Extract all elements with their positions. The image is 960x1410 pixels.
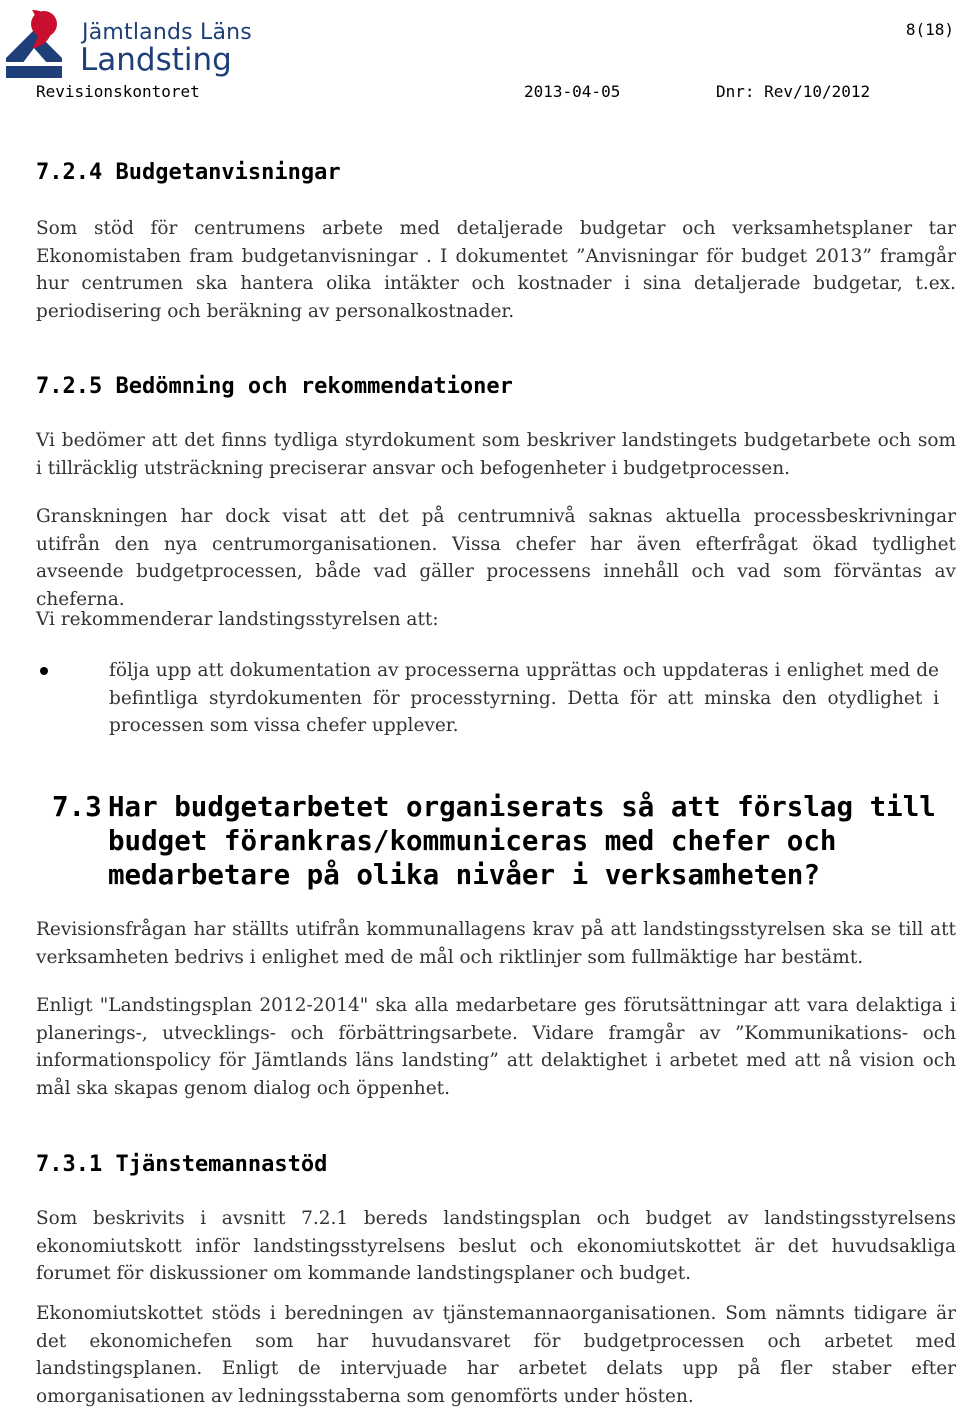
bullet-icon (40, 667, 48, 675)
page-number: 8(18) (905, 20, 954, 39)
heading-7-2-5: 7.2.5 Bedömning och rekommendationer (36, 374, 513, 399)
heading-7-2-4: 7.2.4 Budgetanvisningar (36, 160, 341, 185)
logo-text-line1: Jämtlands Läns (82, 20, 252, 45)
logo-emblem-icon (4, 8, 78, 80)
header-reference: Dnr: Rev/10/2012 (716, 82, 871, 101)
heading-7-3-1: 7.3.1 Tjänstemannastöd (36, 1152, 328, 1177)
header-office: Revisionskontoret (36, 82, 200, 101)
header-date: 2013-04-05 (524, 82, 621, 101)
logo-text-line2: Landsting (80, 42, 232, 78)
landsting-logo (4, 6, 252, 80)
heading-number: 7.3 (52, 791, 102, 823)
heading-7-3 (52, 790, 952, 892)
paragraph: Ekonomiutskottet stöds i beredningen av tjänstemannaorganisationen. Som nämnts tidigare är det ekonomichefen som har huvudansvaret för budgetprocessen och arbetet med landstingsplanen. Enligt de intervjuade har arbetet delats upp på fler staber efter omorganisationen av ledningsstaberna som genomförts under hösten. (36, 1303, 956, 1407)
paragraph: Vi rekommenderar landstingsstyrelsen att: (36, 609, 439, 630)
list-item (36, 657, 956, 740)
list-item-text: följa upp att dokumentation av processerna upprättas och uppdateras i enlighet med de befintliga styrdokumenten för processtyrning. Detta för att minska den otydlighet i processen som vissa chefer upplever. (109, 660, 939, 736)
paragraph: Som stöd för centrumens arbete med detaljerade budgetar och verksamhetsplaner tar Ekonomistaben fram budgetanvisningar . I dokumentet ”Anvisningar för budget 2013” framgår hur centrumen ska hantera olika intäkter och kostnader i sina detaljerade budgetar, t.ex. periodisering och beräkning av personalkostnader. (36, 218, 956, 322)
paragraph: Granskningen har dock visat att det på centrumnivå saknas aktuella processbeskrivningar utifrån den nya centrumorganisationen. Vissa chefer har även efterfrågat ökad tydlighet avseende budgetprocessen, både vad gäller processens innehåll och vad som förväntas av cheferna. (36, 506, 956, 610)
paragraph: Som beskrivits i avsnitt 7.2.1 bereds landstingsplan och budget av landstingsstyrelsens ekonomiutskott inför landstingsstyrelsens beslut och ekonomiutskottet är det huvudsakliga forumet för diskussioner om kommande landstingsplaner och budget. (36, 1208, 956, 1284)
paragraph: Vi bedömer att det finns tydliga styrdokument som beskriver landstingets budgetarbete och som i tillräcklig utsträckning preciserar ansvar och befogenheter i budgetprocessen. (36, 430, 956, 479)
paragraph: Enligt "Landstingsplan 2012-2014" ska alla medarbetare ges förutsättningar att vara delaktiga i planerings-, utvecklings- och förbättringsarbete. Vidare framgår av ”Kommunikations- och informationspolicy för Jämtlands läns landsting” att delaktighet i arbetet med att nå vision och mål ska skapas genom dialog och öppenhet. (36, 995, 956, 1099)
heading-text: Har budgetarbetet organiserats så att förslag till budget förankras/kommuniceras med chefer och medarbetare på olika nivåer i verksamheten? (108, 791, 936, 891)
paragraph: Revisionsfrågan har ställts utifrån kommunallagens krav på att landstingsstyrelsen ska se till att verksamheten bedrivs i enlighet med de mål och riktlinjer som fullmäktige har bestämt. (36, 919, 956, 968)
